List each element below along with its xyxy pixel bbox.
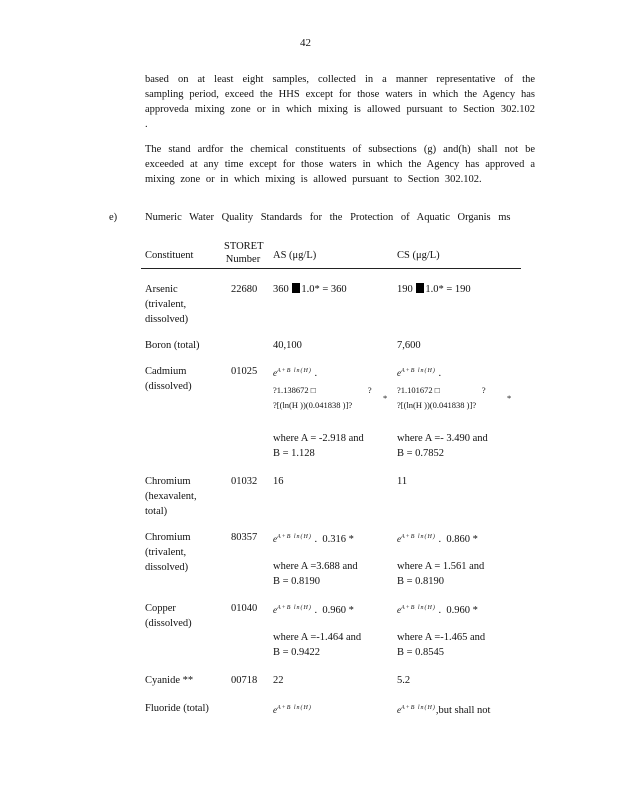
copper-as-formula: $e^{A+B ln(H)}$ . 0.960 * [273,605,354,616]
cadmium-cs-where: where A =- 3.490 and [397,433,488,444]
chromium-tri-cs-formula: $e^{A+B ln(H)}$ . 0.860 * [397,534,478,545]
header-constituent: Constituent [145,250,194,261]
cadmium-cs-line1: ?1.101672 □ ? [397,385,486,395]
chromium-tri-storet: 80357 [231,532,258,543]
chromium-hex-storet: 01032 [231,476,258,487]
cadmium-cs-star: * [507,393,512,403]
page-number: 42 [300,37,311,49]
arsenic-name: Arsenic (trivalent, dissolved) [145,284,189,325]
cadmium-as-where: where A = -2.918 and [273,433,364,444]
header-as: AS (μg/L) [273,250,317,261]
cyanide-storet: 00718 [231,675,258,686]
paragraph-mixing-samples: based on at least eight samples, collected in a manner representative of the sampling period, exceed the HHS except for those waters in which the Agency has approveda mixing zone or in which mixing is allowed pursuant to Section 302.102 . [145,74,535,130]
copper-as-b: B = 0.9422 [273,647,321,658]
copper-storet: 01040 [231,603,258,614]
copper-as-where: where A =-1.464 and [273,632,362,643]
multiply-box-icon [292,283,300,293]
arsenic-storet: 22680 [231,284,258,295]
chromium-tri-as-where: where A =3.688 and [273,561,358,572]
multiply-box-icon [416,283,424,293]
cadmium-cs-formula: $e^{A+B ln(H)}$ . [397,368,442,379]
cadmium-name: Cadmium (dissolved) [145,366,192,392]
copper-cs-where: where A =-1.465 and [397,632,486,643]
cadmium-as-b: B = 1.128 [273,448,315,459]
arsenic-as: 360 1.0* = 360 [273,284,347,295]
cadmium-cs-b: B = 0.7852 [397,448,445,459]
arsenic-cs: 190 1.0* = 190 [397,284,471,295]
fluoride-as-formula: $e^{A+B ln(H)}$ [273,705,312,715]
cadmium-as-line2: ?[(ln(H ))(0.041838 )]? [273,400,353,410]
header-storet [224,240,262,266]
copper-cs-b: B = 0.8545 [397,647,445,658]
chromium-tri-cs-where: where A = 1.561 and [397,561,485,572]
chromium-hex-as: 16 [273,476,284,487]
header-cs: CS (μg/L) [397,250,440,261]
chromium-tri-as-b: B = 0.8190 [273,576,321,587]
cadmium-as-formula: $e^{A+B ln(H)}$ . [273,368,318,379]
cadmium-storet: 01025 [231,366,258,377]
header-storet-line2: Number [225,254,261,265]
cyanide-cs: 5.2 [397,675,411,686]
header-storet-line1: STORET [224,241,264,252]
header-rule [141,268,521,269]
section-label: e) [109,212,118,223]
cyanide-name: Cyanide ** [145,675,194,686]
cyanide-as: 22 [273,675,284,686]
paragraph-chemical-constituents: The stand ardfor the chemical constituents of subsections (g) and(h) shall not be exceeded at any time except for those waters in which the Agency has approved a mixing zone or in which mixing is allowed pursuant to Section 302.102. [145,144,535,185]
copper-name: Copper (dissolved) [145,603,192,629]
section-title: Numeric Water Quality Standards for the Protection of Aquatic Organis ms [145,212,511,223]
copper-cs-formula: $e^{A+B ln(H)}$ . 0.960 * [397,605,478,616]
cadmium-as-line1: ?1.138672 □ ? [273,385,372,395]
chromium-tri-name: Chromium (trivalent, dissolved) [145,532,191,573]
chromium-tri-as-formula: $e^{A+B ln(H)}$ . 0.316 * [273,534,354,545]
boron-as: 40,100 [273,340,302,351]
chromium-hex-name: Chromium (hexavalent, total) [145,476,197,517]
cadmium-cs-line2: ?[(ln(H ))(0.041838 )]? [397,400,477,410]
cadmium-as-star: * [383,393,388,403]
chromium-tri-cs-b: B = 0.8190 [397,576,445,587]
fluoride-name: Fluoride (total) [145,703,209,714]
fluoride-cs-formula: $e^{A+B ln(H)},but$ shall not [397,705,491,716]
chromium-hex-cs: 11 [397,476,408,487]
boron-name: Boron (total) [145,340,200,351]
boron-cs: 7,600 [397,340,421,351]
